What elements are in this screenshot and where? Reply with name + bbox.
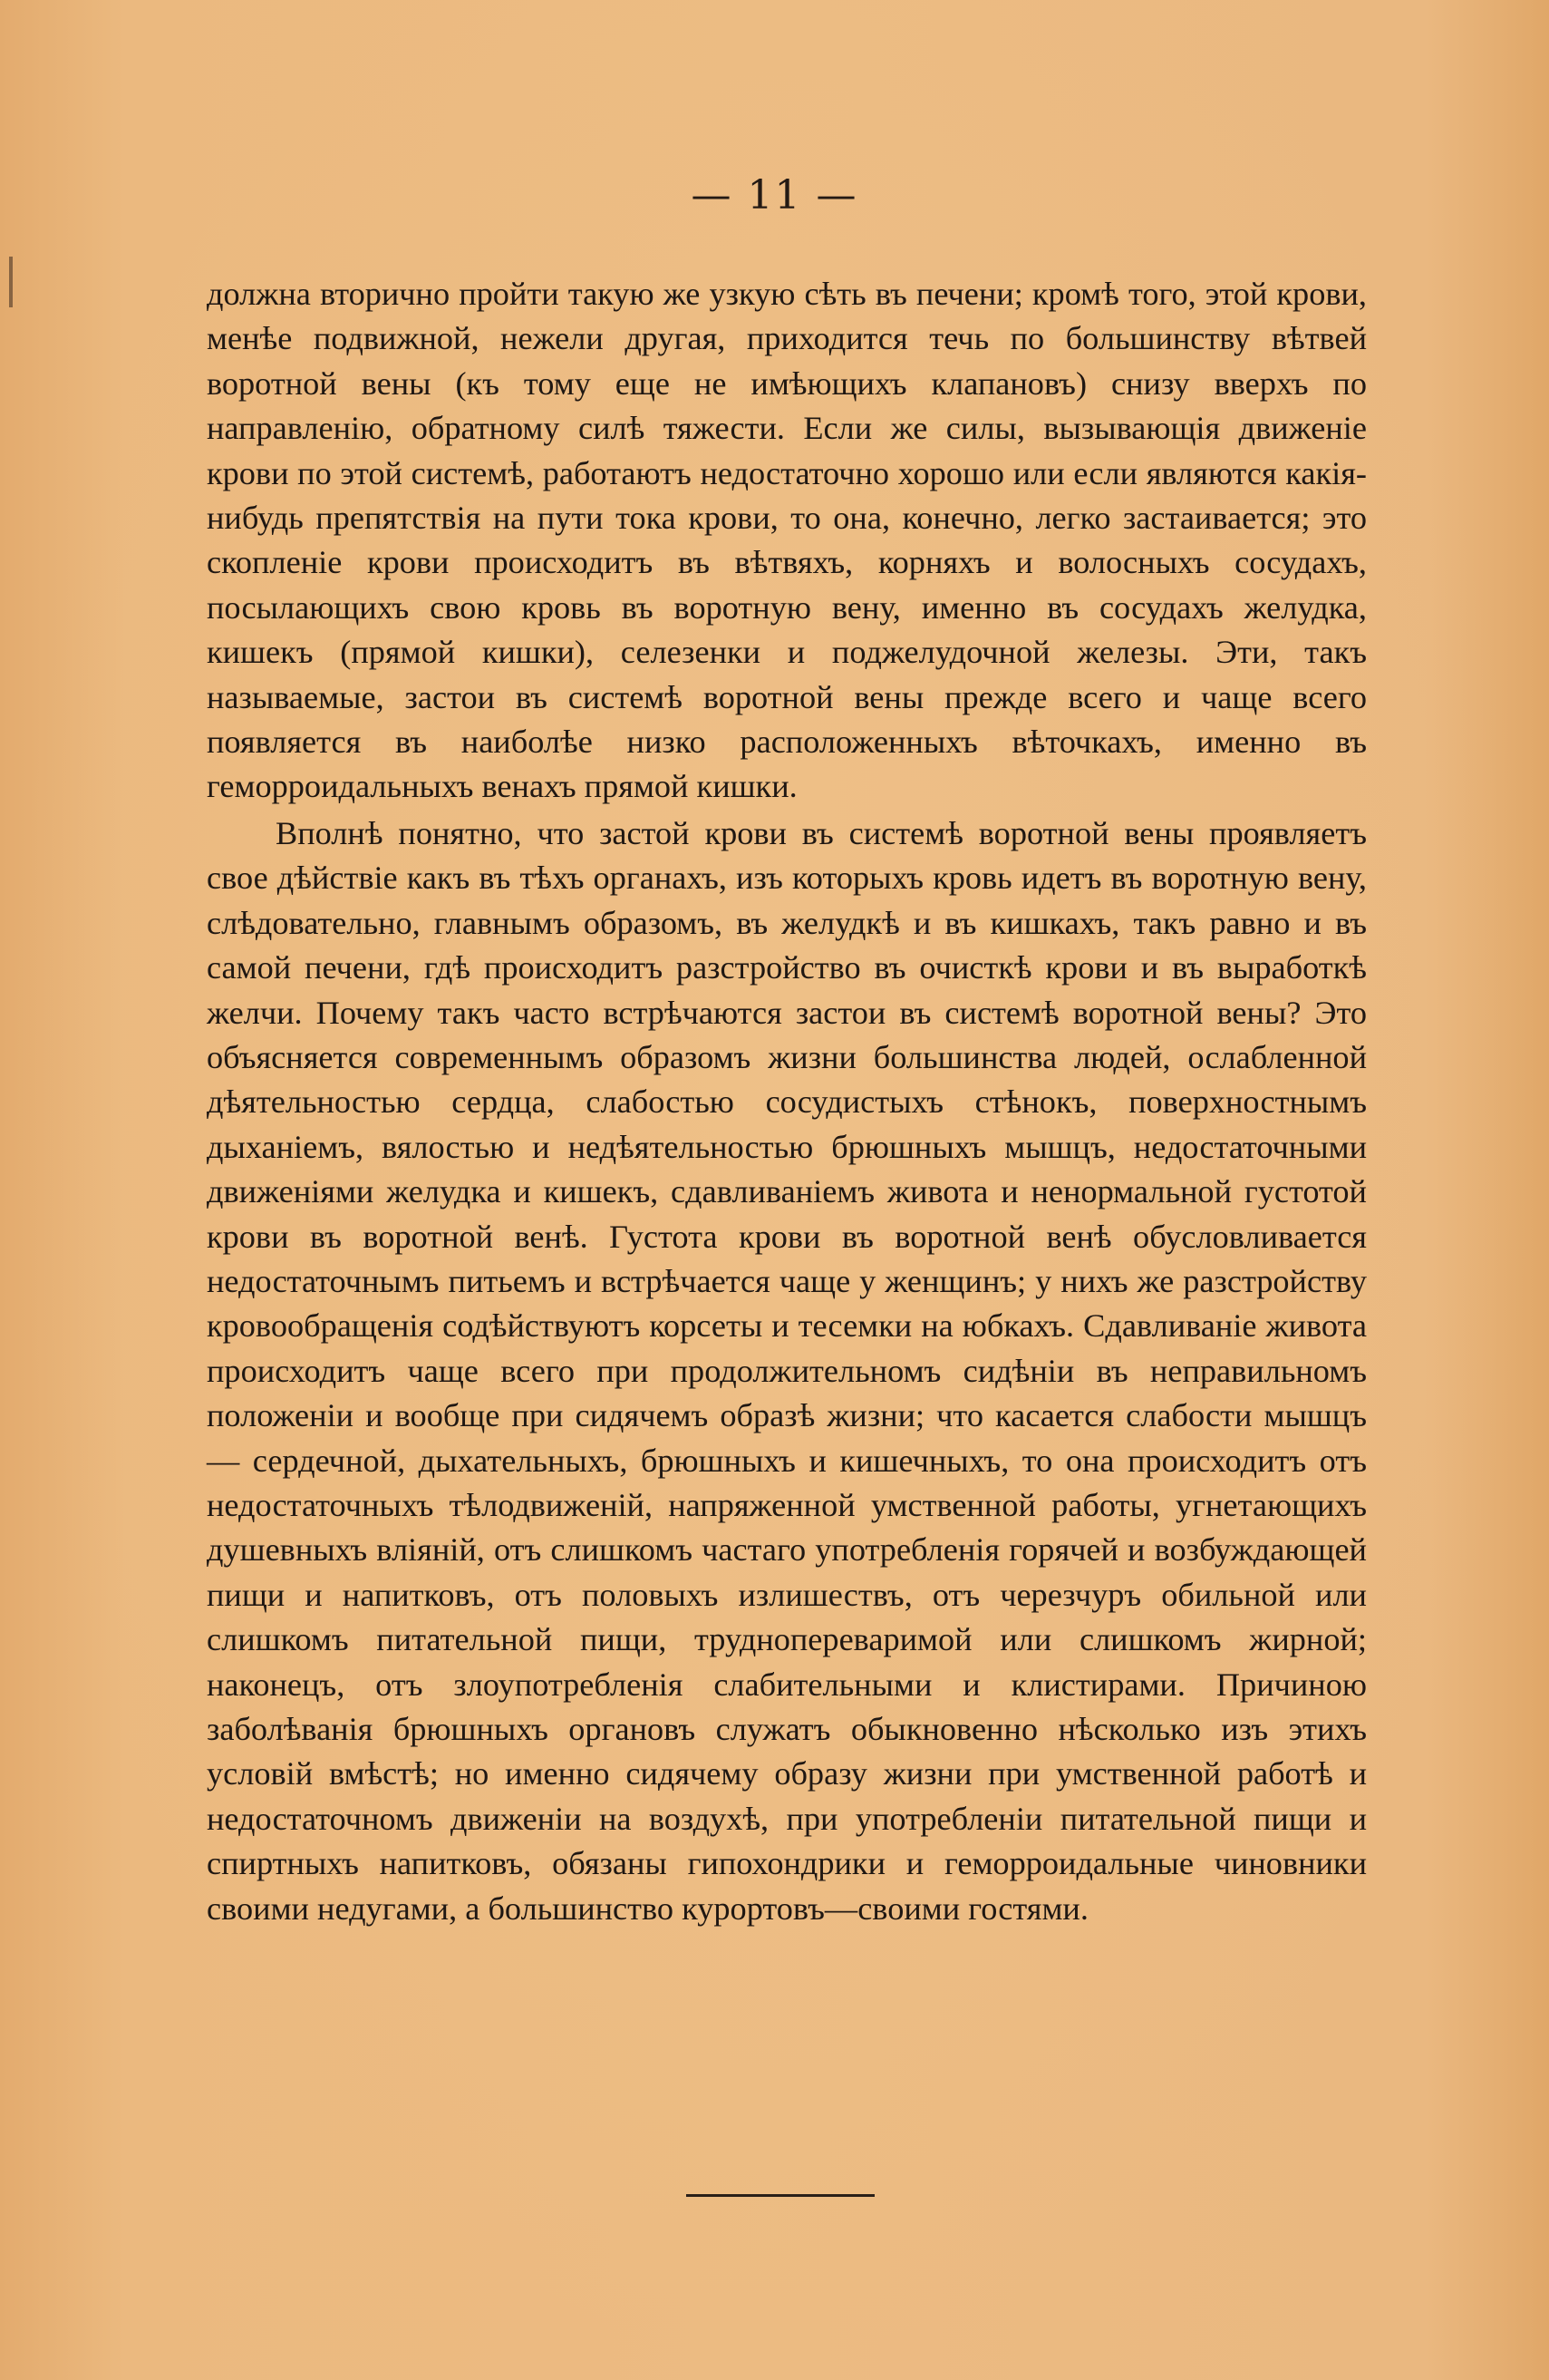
- paragraph-portal-vein-congestion: Вполнѣ понятно, что застой крови въ системѣ воротной вены проявляетъ свое дѣйствіе какъ въ тѣхъ органахъ, изъ которыхъ кровь идетъ въ воротную вену, слѣдовательно, главнымъ образомъ, въ желудкѣ и въ кишкахъ, такъ равно и въ самой печени, гдѣ происходитъ разстройство въ очисткѣ крови и въ выработкѣ желчи. Почему такъ часто встрѣчаются застои въ системѣ воротной вены? Это объясняется современнымъ образомъ жизни большинства людей, ослабленной дѣятельностью сердца, слабостью сосудистыхъ стѣнокъ, поверхностнымъ дыханіемъ, вялостью и недѣятельностью брюшныхъ мышцъ, недостаточными движеніями желудка и кишекъ, сдавливаніемъ живота и ненормальной густотой крови въ воротной венѣ. Густота крови въ воротной венѣ обусловливается недостаточнымъ питьемъ и встрѣчается чаще у женщинъ; у нихъ же разстройству кровообращенія содѣйствуютъ корсеты и тесемки на юбкахъ. Сдавливаніе живота происходитъ чаще всего при продолжительномъ сидѣніи въ неправильномъ положеніи и вообще при сидячемъ образѣ жизни; что касается слабости мышцъ — сердечной, дыхательныхъ, брюшныхъ и кишечныхъ, то она происходитъ отъ недостаточныхъ тѣлодвиженій, напряженной умственной работы, угнетающихъ душевныхъ вліяній, отъ слишкомъ частаго употребленія горячей и возбуждающей пищи и напитковъ, отъ половыхъ излишествъ, отъ черезчуръ обильной или слишкомъ питательной пищи, труднопереваримой или слишкомъ жирной; наконецъ, отъ злоупотребленія слабительными и клистирами. Причиною заболѣванія брюшныхъ органовъ служатъ обыкновенно нѣсколько изъ этихъ условій вмѣстѣ; но именно сидячему образу жизни при умственной работѣ и недостаточномъ движеніи на воздухѣ, при употребленіи питательной пищи и спиртныхъ напитковъ, обязаны гипохондрики и геморроидальные чиновники своими недугами, а большинство курортовъ—своими гостями.: [207, 814, 1367, 1927]
- section-end-rule: [686, 2194, 875, 2197]
- page-number: — 11 —: [691, 172, 858, 219]
- page-edge-mark: [9, 257, 13, 307]
- paragraph-continuation: должна вторично пройти такую же узкую сѣть въ печени; кромѣ того, этой крови, менѣе подвижной, нежели другая, приходится течь по большинству вѣтвей воротной вены (къ тому еще не имѣющихъ клапановъ) снизу вверхъ по направленію, обратному силѣ тяжести. Если же силы, вызывающія движеніе крови по этой системѣ, работаютъ недостаточно хорошо или если являются какія-нибудь препятствія на пути тока крови, то она, конечно, легко застаивается; это скопленіе крови происходитъ въ вѣтвяхъ, корняхъ и волосныхъ сосудахъ, посылающихъ свою кровь въ воротную вену, именно въ сосудахъ желудка, кишекъ (прямой кишки), селезенки и поджелудочной железы. Эти, такъ называемые, застои въ системѣ воротной вены прежде всего и чаще всего появляется въ наиболѣе низко расположенныхъ вѣточкахъ, именно въ геморроидальныхъ венахъ прямой кишки.: [207, 276, 1367, 805]
- body-text: [207, 272, 1367, 1931]
